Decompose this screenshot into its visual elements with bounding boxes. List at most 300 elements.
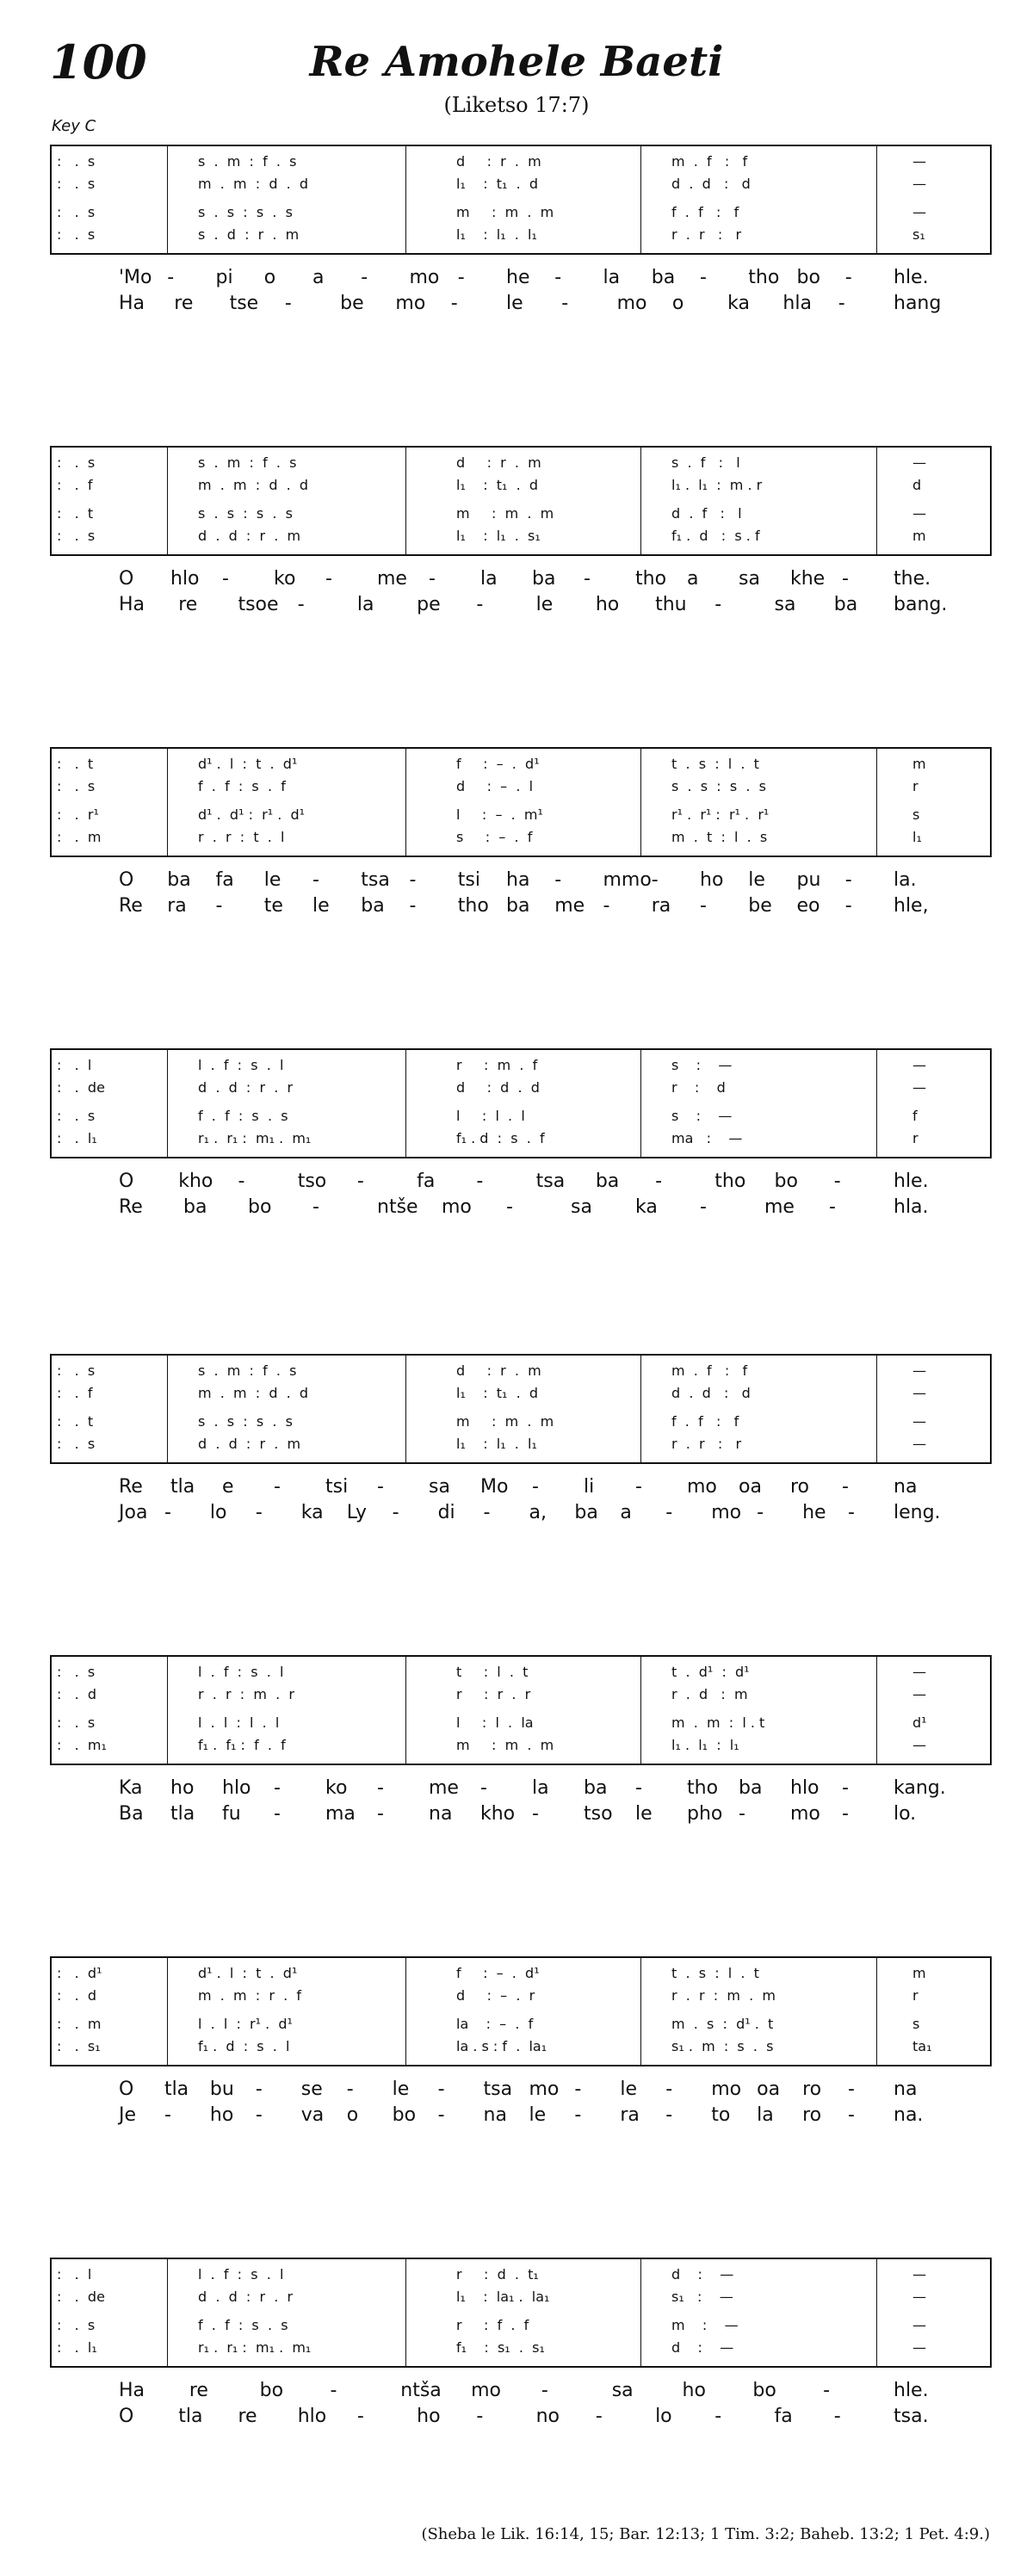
- lyric-syllable: -: [665, 2104, 673, 2126]
- lyric-syllable: -: [574, 2104, 582, 2126]
- lyric-syllable: sa: [611, 2380, 634, 2401]
- solfa-row: [52, 1411, 990, 1433]
- hymn-subtitle: (Liketso 17:7): [443, 93, 590, 117]
- lyric-syllable: -: [312, 869, 319, 891]
- solfa-cell: r . r : m . m: [671, 1987, 776, 2004]
- lyric-syllable: li: [584, 1476, 595, 1498]
- lyric-syllable: hang: [894, 293, 942, 314]
- lyric-line: [50, 2404, 992, 2430]
- lyric-syllable: -: [532, 1476, 539, 1498]
- solfa-cell: s . s : s . s: [198, 1413, 293, 1430]
- lyric-syllable: tla: [170, 1476, 195, 1498]
- lyric-syllable: -: [838, 293, 845, 314]
- lyric-line: [50, 1776, 992, 1801]
- lyric-syllable: fa: [215, 869, 234, 891]
- lyric-syllable: me: [554, 895, 585, 917]
- lyric-syllable: re: [178, 594, 198, 615]
- solfa-cell: m : —: [671, 2317, 739, 2333]
- solfa-row: [52, 503, 990, 525]
- lyric-syllable: tse: [229, 293, 259, 314]
- solfa-row: [52, 201, 990, 224]
- lyric-syllable: mo: [687, 1476, 717, 1498]
- lyric-syllable: -: [506, 1196, 513, 1218]
- lyric-syllable: le: [535, 594, 554, 615]
- staff-box: [50, 1354, 992, 1464]
- lyric-syllable: -: [757, 1502, 764, 1523]
- lyric-syllable: la: [480, 568, 498, 590]
- hymn-title: Re Amohele Baeti: [309, 38, 724, 86]
- lyric-syllable: tho: [687, 1777, 719, 1799]
- lyric-syllable: ba: [739, 1777, 763, 1799]
- lyric-syllable: -: [274, 1803, 281, 1825]
- solfa-cell: r : d: [671, 1079, 726, 1096]
- lyric-syllable: -: [739, 1803, 745, 1825]
- solfa-cell: d . f : l: [671, 505, 742, 522]
- solfa-cell: s : —: [671, 1057, 733, 1073]
- staff-box: [50, 1655, 992, 1765]
- lyric-syllable: le: [635, 1803, 653, 1825]
- solfa-cell: d : r . m: [456, 454, 541, 471]
- lyric-syllable: fu: [222, 1803, 241, 1825]
- lyric-syllable: -: [346, 2079, 354, 2100]
- lyric-syllable: pe: [417, 594, 441, 615]
- lyric-syllable: eo: [796, 895, 820, 917]
- lyric-syllable: -: [476, 2406, 484, 2427]
- solfa-cell: d . d : d: [671, 1385, 751, 1401]
- lyric-syllable: -: [437, 2104, 445, 2126]
- staff-box: [50, 2258, 992, 2368]
- lyric-syllable: -: [312, 1196, 319, 1218]
- solfa-cell: t . d¹ : d¹: [671, 1664, 750, 1680]
- solfa-cell: m : m . m: [456, 1413, 554, 1430]
- lyric-syllable: la: [757, 2104, 774, 2126]
- lyric-syllable: -: [635, 1476, 642, 1498]
- lyric-syllable: tso: [584, 1803, 613, 1825]
- solfa-cell: l : l . la: [456, 1714, 534, 1731]
- solfa-cell: r : d . t₁: [456, 2266, 539, 2283]
- lyric-syllable: bu: [209, 2079, 234, 2100]
- solfa-cell: f . f : s . s: [198, 1108, 288, 1124]
- lyric-syllable: re: [189, 2380, 208, 2401]
- lyric-syllable: ka: [727, 293, 750, 314]
- lyric-syllable: re: [238, 2406, 257, 2427]
- solfa-row: [52, 1382, 990, 1405]
- lyric-syllable: -: [844, 895, 852, 917]
- lyric-syllable: -: [833, 2406, 841, 2427]
- solfa-cell: la . s : f . la₁: [456, 2038, 547, 2054]
- solfa-row: [52, 452, 990, 474]
- lyric-syllable: ho: [417, 2406, 441, 2427]
- lyric-syllable: -: [574, 2079, 582, 2100]
- lyric-syllable: hlo: [790, 1777, 820, 1799]
- solfa-cell: r₁ . r₁ : m₁ . m₁: [198, 2339, 312, 2356]
- lyric-syllable: le: [529, 2104, 547, 2126]
- lyric-syllable: Re: [119, 1476, 143, 1498]
- solfa-row: [52, 224, 990, 246]
- solfa-cell: m . m : d . d: [198, 1385, 309, 1401]
- lyric-syllable: Je: [119, 2104, 137, 2126]
- solfa-cell: : . l₁: [57, 2339, 97, 2356]
- lyric-syllable: -: [274, 1777, 281, 1799]
- solfa-cell: —: [912, 1413, 926, 1430]
- lyric-syllable: bo: [752, 2380, 776, 2401]
- solfa-cell: : . r¹: [57, 806, 99, 823]
- solfa-cell: f . f : f: [671, 1413, 739, 1430]
- lyric-syllable: tsa: [483, 2079, 513, 2100]
- lyric-syllable: -: [238, 1171, 245, 1192]
- lyric-syllable: -: [255, 2104, 263, 2126]
- lyric-syllable: ra: [167, 895, 187, 917]
- solfa-row: [52, 151, 990, 173]
- solfa-cell: : . s: [57, 454, 96, 471]
- lyric-syllable: mo: [529, 2079, 560, 2100]
- lyric-syllable: -: [823, 2380, 831, 2401]
- lyric-syllable: -: [164, 1502, 171, 1523]
- solfa-row: [52, 2337, 990, 2359]
- solfa-cell: f : – . d¹: [456, 756, 540, 772]
- solfa-cell: —: [912, 2317, 926, 2333]
- solfa-row: [52, 826, 990, 849]
- solfa-cell: ta₁: [912, 2038, 932, 2054]
- solfa-cell: t : l . t: [456, 1664, 529, 1680]
- lyric-syllable: le: [392, 2079, 410, 2100]
- staff-box: [50, 1956, 992, 2066]
- lyric-syllable: Joa: [119, 1502, 148, 1523]
- lyric-syllable: ba: [651, 267, 676, 288]
- scripture-footnote: (Sheba le Lik. 16:14, 15; Bar. 12:13; 1 Tim. 3:2; Baheb. 13:2; 1 Pet. 4:9.): [421, 2525, 990, 2543]
- lyric-syllable: Re: [119, 895, 143, 917]
- lyric-syllable: -: [167, 267, 175, 288]
- lyric-syllable: ba: [595, 1171, 620, 1192]
- lyric-syllable: sa: [774, 594, 796, 615]
- lyric-syllable: sa: [429, 1476, 450, 1498]
- lyric-syllable: se: [300, 2079, 323, 2100]
- solfa-cell: d: [912, 477, 922, 493]
- lyric-syllable: ko: [274, 568, 296, 590]
- solfa-cell: : . de: [57, 2289, 105, 2305]
- solfa-row: [52, 1734, 990, 1757]
- lyric-syllable: ra: [620, 2104, 640, 2126]
- lyric-syllable: tso: [297, 1171, 327, 1192]
- lyric-syllable: ba: [183, 1196, 207, 1218]
- lyric-syllable: be: [340, 293, 364, 314]
- solfa-cell: t . s : l . t: [671, 1965, 759, 1981]
- solfa-cell: l₁: [912, 829, 922, 845]
- lyric-syllable: hlo: [222, 1777, 251, 1799]
- solfa-cell: f₁ . f₁ : f . f: [198, 1737, 286, 1753]
- solfa-cell: —: [912, 505, 926, 522]
- staff-box: [50, 446, 992, 556]
- lyric-syllable: -: [554, 869, 562, 891]
- solfa-cell: s₁ : —: [671, 2289, 733, 2305]
- staff-box: [50, 747, 992, 857]
- lyric-syllable: leng.: [894, 1502, 941, 1523]
- lyric-syllable: -: [437, 2079, 445, 2100]
- lyric-syllable: tsa: [361, 869, 390, 891]
- solfa-cell: m . m : l . t: [671, 1714, 765, 1731]
- lyric-syllable: Ly: [346, 1502, 367, 1523]
- solfa-cell: : . m: [57, 829, 102, 845]
- solfa-cell: : . d¹: [57, 1965, 102, 1981]
- lyric-syllable: -: [842, 1777, 849, 1799]
- solfa-cell: —: [912, 2339, 926, 2356]
- lyric-syllable: hlo: [297, 2406, 327, 2427]
- solfa-cell: l₁ : t₁ . d: [456, 477, 539, 493]
- solfa-cell: —: [912, 1057, 926, 1073]
- lyric-syllable: -: [848, 1502, 855, 1523]
- lyric-line: [50, 291, 992, 317]
- solfa-cell: d : —: [671, 2339, 734, 2356]
- lyric-syllable: oa: [757, 2079, 781, 2100]
- lyric-syllable: pho: [687, 1803, 723, 1825]
- lyric-syllable: ba: [506, 895, 530, 917]
- lyric-syllable: ntše: [377, 1196, 418, 1218]
- lyric-syllable: -: [848, 2104, 855, 2126]
- solfa-cell: : . s: [57, 2317, 96, 2333]
- lyric-syllable: -: [561, 293, 569, 314]
- solfa-cell: m . m : r . f: [198, 1987, 301, 2004]
- lyric-syllable: ha: [506, 869, 530, 891]
- lyric-syllable: mo: [442, 1196, 472, 1218]
- lyric-syllable: Ha: [119, 293, 145, 314]
- solfa-cell: s: [912, 2016, 920, 2032]
- solfa-cell: l . l : l . l: [198, 1714, 280, 1731]
- solfa-cell: : . f: [57, 1385, 93, 1401]
- lyric-syllable: -: [603, 895, 610, 917]
- solfa-cell: : . t: [57, 1413, 94, 1430]
- solfa-cell: : . m: [57, 2016, 102, 2032]
- lyric-line: [50, 2378, 992, 2404]
- lyric-syllable: to: [711, 2104, 731, 2126]
- lyric-syllable: -: [330, 2380, 337, 2401]
- lyric-syllable: -: [842, 568, 849, 590]
- hymn-number: 100: [50, 34, 147, 90]
- solfa-cell: m: [912, 756, 926, 772]
- lyric-syllable: -: [541, 2380, 548, 2401]
- lyric-syllable: -: [297, 594, 305, 615]
- solfa-cell: l₁ . l₁ : m . r: [671, 477, 763, 493]
- lyric-syllable: he: [802, 1502, 826, 1523]
- lyric-syllable: ho: [682, 2380, 706, 2401]
- lyric-syllable: -: [377, 1777, 384, 1799]
- lyric-syllable: ntša: [400, 2380, 442, 2401]
- solfa-cell: —: [912, 1664, 926, 1680]
- lyric-syllable: tla: [170, 1803, 195, 1825]
- solfa-cell: r . r : r: [671, 226, 742, 243]
- solfa-cell: s . m : f . s: [198, 1362, 297, 1379]
- solfa-row: [52, 1683, 990, 1706]
- solfa-row: [52, 1712, 990, 1734]
- lyric-syllable: mo: [395, 293, 426, 314]
- lyric-syllable: -: [429, 568, 436, 590]
- lyric-syllable: -: [829, 1196, 836, 1218]
- lyric-syllable: O: [119, 1171, 134, 1192]
- solfa-cell: r₁ . r₁ : m₁ . m₁: [198, 1130, 312, 1146]
- lyric-syllable: -: [714, 594, 722, 615]
- lyric-syllable: -: [284, 293, 292, 314]
- lyric-syllable: -: [848, 2079, 855, 2100]
- lyric-syllable: -: [164, 2104, 171, 2126]
- solfa-row: [52, 2286, 990, 2308]
- lyric-syllable: -: [665, 2079, 673, 2100]
- lyric-syllable: 'Mo: [119, 267, 152, 288]
- solfa-cell: s₁: [912, 226, 925, 243]
- solfa-row: [52, 2314, 990, 2337]
- solfa-cell: s . m : f . s: [198, 153, 297, 170]
- lyric-syllable: mo: [711, 1502, 742, 1523]
- lyric-syllable: -: [409, 869, 417, 891]
- solfa-cell: la : – . f: [456, 2016, 534, 2032]
- lyric-syllable: le: [263, 869, 281, 891]
- lyric-syllable: -: [844, 267, 852, 288]
- lyric-syllable: -: [392, 1502, 399, 1523]
- solfa-cell: l . f : s . l: [198, 1057, 284, 1073]
- lyric-syllable: ba: [361, 895, 385, 917]
- lyric-syllable: -: [651, 869, 659, 891]
- solfa-cell: f₁ . d : s . l: [198, 2038, 290, 2054]
- solfa-cell: —: [912, 1436, 926, 1452]
- solfa-row: [52, 2013, 990, 2035]
- lyric-syllable: ba: [532, 568, 556, 590]
- lyric-syllable: -: [476, 1171, 484, 1192]
- lyric-syllable: hla.: [894, 1196, 929, 1218]
- solfa-cell: d . d : r . m: [198, 1436, 301, 1452]
- lyric-syllable: -: [480, 1777, 487, 1799]
- staff-box: [50, 145, 992, 255]
- solfa-cell: d : r . m: [456, 153, 541, 170]
- solfa-cell: m . f : f: [671, 153, 748, 170]
- solfa-cell: m . s : d¹ . t: [671, 2016, 774, 2032]
- solfa-cell: m : m . m: [456, 505, 554, 522]
- solfa-row: [52, 2264, 990, 2286]
- lyric-syllable: mo: [711, 2079, 742, 2100]
- lyric-syllable: a: [687, 568, 699, 590]
- lyric-syllable: sa: [739, 568, 760, 590]
- solfa-cell: : . m₁: [57, 1737, 107, 1753]
- solfa-cell: —: [912, 204, 926, 220]
- solfa-cell: m . m : d . d: [198, 176, 309, 192]
- solfa-cell: l . f : s . l: [198, 1664, 284, 1680]
- lyric-syllable: o: [263, 267, 276, 288]
- lyric-line: [50, 1801, 992, 1827]
- solfa-cell: —: [912, 176, 926, 192]
- lyric-syllable: -: [409, 895, 417, 917]
- lyric-syllable: -: [844, 869, 852, 891]
- lyric-syllable: le: [506, 293, 523, 314]
- lyric-syllable: -: [457, 267, 465, 288]
- solfa-cell: s . s : s . s: [198, 204, 293, 220]
- solfa-cell: d¹ . l : t . d¹: [198, 1965, 298, 1981]
- lyric-syllable: hle,: [894, 895, 929, 917]
- solfa-cell: r : f . f: [456, 2317, 529, 2333]
- lyric-syllable: Mo: [480, 1476, 509, 1498]
- lyric-syllable: bo: [248, 1196, 272, 1218]
- lyric-syllable: Ha: [119, 2380, 145, 2401]
- solfa-row: [52, 474, 990, 497]
- solfa-row: [52, 1962, 990, 1985]
- lyric-line: [50, 1195, 992, 1220]
- lyric-syllable: la: [356, 594, 374, 615]
- solfa-cell: —: [912, 2266, 926, 2283]
- solfa-cell: —: [912, 2289, 926, 2305]
- lyric-syllable: thu: [655, 594, 687, 615]
- lyric-syllable: ro: [802, 2104, 822, 2126]
- lyric-line: [50, 2077, 992, 2103]
- lyric-line: [50, 566, 992, 592]
- lyric-syllable: -: [377, 1803, 384, 1825]
- solfa-cell: : . s: [57, 226, 96, 243]
- solfa-cell: r: [912, 1987, 919, 2004]
- solfa-cell: d¹: [912, 1714, 927, 1731]
- solfa-cell: : . s: [57, 1664, 96, 1680]
- solfa-cell: l₁ : l₁ . l₁: [456, 1436, 537, 1452]
- solfa-cell: : . s: [57, 1436, 96, 1452]
- lyric-syllable: fa: [774, 2406, 793, 2427]
- lyric-syllable: va: [300, 2104, 325, 2126]
- lyric-syllable: hle.: [894, 2380, 929, 2401]
- lyric-syllable: tho: [748, 267, 780, 288]
- solfa-cell: f₁ . d : s . f: [456, 1130, 545, 1146]
- lyric-syllable: -: [450, 293, 458, 314]
- lyric-syllable: ba: [167, 869, 191, 891]
- solfa-cell: l₁ : l₁ . l₁: [456, 226, 537, 243]
- lyric-syllable: ma: [325, 1803, 356, 1825]
- lyric-syllable: tsa.: [894, 2406, 929, 2427]
- lyric-syllable: lo: [209, 1502, 227, 1523]
- solfa-row: [52, 1985, 990, 2007]
- solfa-cell: : . s: [57, 153, 96, 170]
- lyric-syllable: -: [595, 2406, 603, 2427]
- solfa-cell: : . s₁: [57, 2038, 101, 2054]
- lyric-syllable: ro: [802, 2079, 822, 2100]
- lyric-syllable: no: [535, 2406, 560, 2427]
- lyric-syllable: ho: [700, 869, 724, 891]
- lyric-syllable: tsoe: [238, 594, 279, 615]
- lyric-syllable: le: [620, 2079, 637, 2100]
- solfa-cell: m . m : d . d: [198, 477, 309, 493]
- hymn-key: Key C: [52, 117, 96, 135]
- solfa-cell: s . m : f . s: [198, 454, 297, 471]
- lyric-syllable: e: [222, 1476, 234, 1498]
- lyric-syllable: na: [894, 1476, 918, 1498]
- lyric-syllable: bo: [392, 2104, 417, 2126]
- lyric-syllable: ho: [209, 2104, 234, 2126]
- lyric-syllable: na.: [894, 2104, 924, 2126]
- lyric-syllable: la.: [894, 869, 917, 891]
- solfa-cell: l₁ . l₁ : l₁: [671, 1737, 739, 1753]
- solfa-cell: l₁ : l₁ . s₁: [456, 528, 541, 544]
- solfa-cell: : . l₁: [57, 1130, 97, 1146]
- solfa-cell: d : r . m: [456, 1362, 541, 1379]
- solfa-row: [52, 1661, 990, 1683]
- lyric-syllable: -: [635, 1777, 642, 1799]
- solfa-cell: s₁ . m : s . s: [671, 2038, 774, 2054]
- solfa-cell: : . l: [57, 2266, 92, 2283]
- solfa-cell: f₁ . d : s . f: [671, 528, 760, 544]
- solfa-cell: s . s : s . s: [198, 505, 293, 522]
- lyric-line: [50, 2103, 992, 2128]
- lyric-syllable: bang.: [894, 594, 948, 615]
- solfa-row: [52, 1433, 990, 1455]
- lyric-syllable: di: [437, 1502, 455, 1523]
- lyric-syllable: O: [119, 869, 134, 891]
- lyric-syllable: pu: [796, 869, 821, 891]
- solfa-cell: d . d : r . r: [198, 2289, 294, 2305]
- lyric-syllable: bo: [259, 2380, 284, 2401]
- lyric-syllable: -: [532, 1803, 539, 1825]
- solfa-cell: d : – . r: [456, 1987, 535, 2004]
- lyric-syllable: tla: [178, 2406, 203, 2427]
